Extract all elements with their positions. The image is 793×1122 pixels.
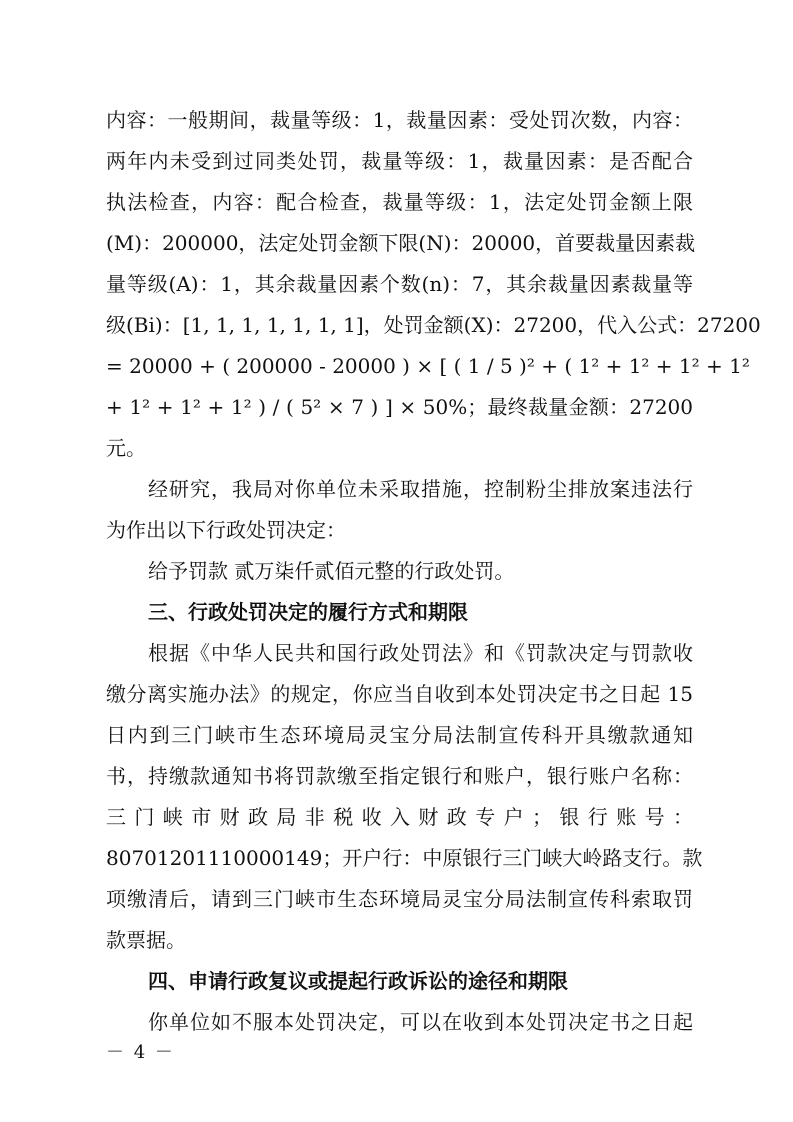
body-text-line: 量等级(A)：1，其余裁量因素个数(n)：7，其余裁量因素裁量等 [106,272,693,296]
body-text-line: 款票据。 [106,928,186,952]
body-text-line: 内容：一般期间，裁量等级：1，裁量因素：受处罚次数，内容： [106,108,693,132]
body-text-line: (M)：200000，法定处罚金额下限(N)：20000，首要裁量因素裁 [106,231,696,255]
bank-account-name-line: 三 门 峡 市 财 政 局 非 税 收 入 财 政 专 户 ； 银 行 账 号 ： [106,805,693,829]
body-text-line: 缴分离实施办法》的规定，你应当自收到本处罚决定书之日起 15 [106,682,693,706]
section-heading: 三、行政处罚决定的履行方式和期限 [148,600,468,624]
penalty-decision-text: 给予罚款 贰万柒仟贰佰元整的行政处罚。 [148,559,515,583]
paragraph-start-line: 你单位如不服本处罚决定，可以在收到本处罚决定书之日起 [148,1010,693,1034]
body-text-line: 书，持缴款通知书将罚款缴至指定银行和账户，银行账户名称： [106,764,693,788]
formula-line: + 1² + 1² + 1² ) / ( 5² × 7 ) ] × 50%；最终裁量金额：27200 [106,395,693,419]
body-text-line: 执法检查，内容：配合检查，裁量等级：1，法定处罚金额上限 [106,190,693,214]
paragraph-start-line: 根据《中华人民共和国行政处罚法》和《罚款决定与罚款收 [148,641,693,665]
formula-line: = 20000 + ( 200000 - 20000 ) × [ ( 1 / 5 )² + ( 1² + 1² + 1² + 1² [106,354,750,378]
body-text-line: 日内到三门峡市生态环境局灵宝分局法制宣传科开具缴款通知 [106,723,693,747]
body-text-line: 为作出以下行政处罚决定： [106,518,346,542]
bank-account-number-line: 80701201110000149；开户行：中原银行三门峡大岭路支行。款 [106,846,703,870]
body-text-line: 级(Bi)：[1, 1, 1, 1, 1, 1, 1]，处罚金额(X)：27200，代入公式：27200 [106,313,761,337]
body-text-line: 项缴清后，请到三门峡市生态环境局灵宝分局法制宣传科索取罚 [106,887,693,911]
page-number: － 4 － [106,1042,175,1063]
body-text-line: 元。 [106,436,146,460]
body-text-line: 两年内未受到过同类处罚，裁量等级：1，裁量因素：是否配合 [106,149,693,173]
paragraph-start-line: 经研究，我局对你单位未采取措施，控制粉尘排放案违法行 [148,477,693,501]
section-heading: 四、申请行政复议或提起行政诉讼的途径和期限 [148,969,568,993]
